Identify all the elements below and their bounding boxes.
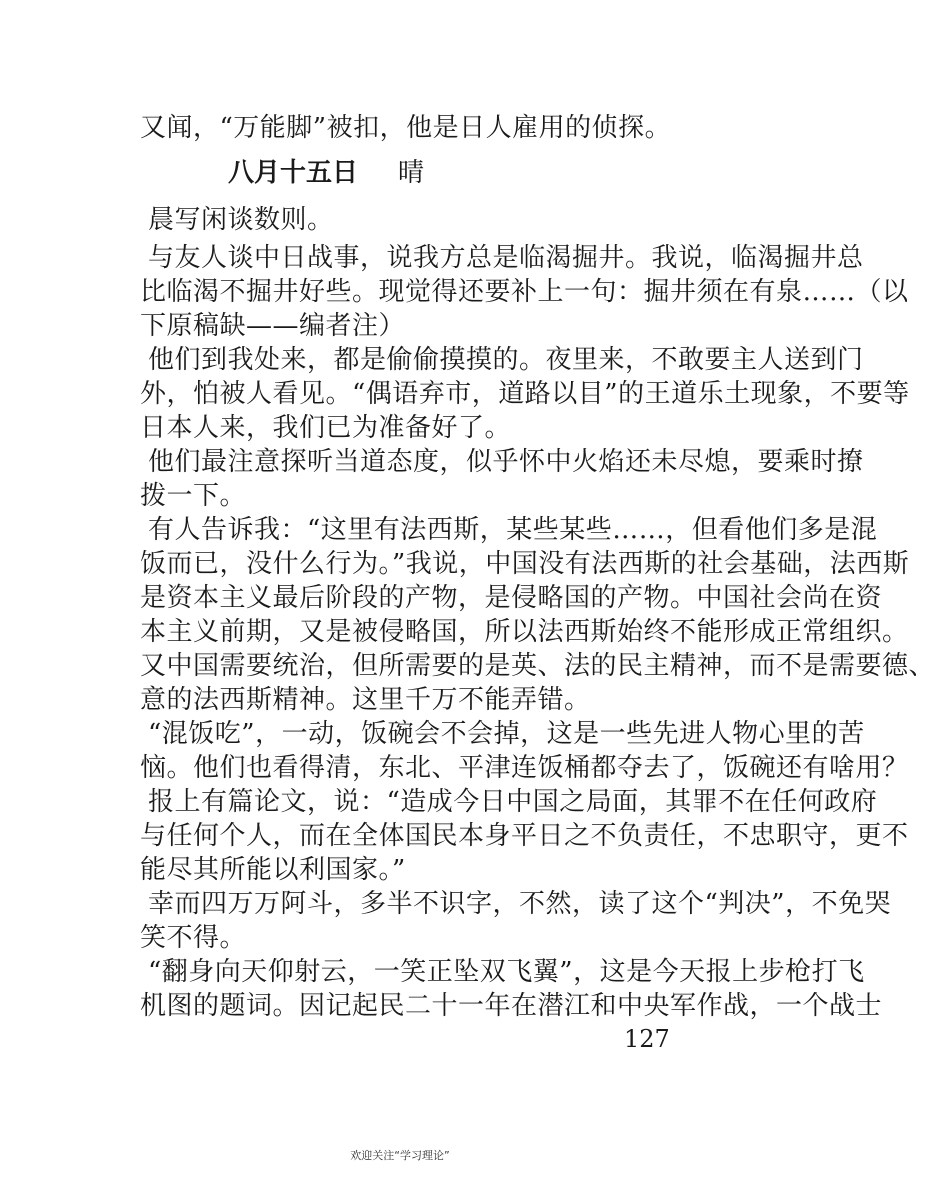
text-line: 机图的题词。因记起民二十一年在潜江和中央军作战，一个战士	[140, 991, 883, 1021]
text-line: 拨一下。	[140, 481, 247, 511]
text-line: 是资本主义最后阶段的产物，是侵略国的产物。中国社会尚在资	[140, 583, 883, 613]
text-line: 他们最注意探听当道态度，似乎怀中火焰还未尽熄，要乘时撩	[148, 447, 864, 477]
text-line: 报上有篇论文，说：“造成今日中国之局面，其罪不在任何政府	[148, 787, 878, 817]
text-line: 他们到我处来，都是偷偷摸摸的。夜里来，不敢要主人送到门	[148, 345, 864, 375]
text-line: 与任何个人，而在全体国民本身平日之不负责任，不忠职守，更不	[140, 821, 909, 851]
text-line: 笑不得。	[140, 923, 247, 953]
text-line: 晨写闲谈数则。	[148, 205, 334, 235]
text-line: 与友人谈中日战事，说我方总是临渴掘井。我说，临渴掘井总	[148, 243, 864, 273]
text-line: 又闻，“万能脚”被扣，他是日人雇用的侦探。	[140, 113, 672, 143]
diary-entry-heading	[228, 155, 424, 191]
text-line: 有人告诉我：“这里有法西斯，某些某些……，但看他们多是混	[148, 515, 878, 545]
text-line: 外，怕被人看见。“偶语弃市，道路以目”的王道乐土现象，不要等	[140, 379, 910, 409]
text-line: 日本人来，我们已为准备好了。	[140, 413, 512, 443]
text-line: 本主义前期，又是被侵略国，所以法西斯始终不能形成正常组织。	[140, 617, 909, 647]
entry-weather: 晴	[398, 158, 425, 188]
text-line: 幸而四万万阿斗，多半不识字，不然，读了这个“判决”，不免哭	[148, 889, 892, 919]
text-line: 意的法西斯精神。这里千万不能弄错。	[140, 685, 591, 715]
page-number: 127	[624, 1025, 670, 1053]
text-line: 又中国需要统治，但所需要的是英、法的民主精神，而不是需要德、	[140, 651, 935, 681]
text-line: 恼。他们也看得清，东北、平津连饭桶都夺去了，饭碗还有啥用？	[140, 753, 909, 783]
text-line: “翻身向天仰射云，一笑正坠双飞翼”，这是今天报上步枪打飞	[148, 957, 865, 987]
text-line: 比临渴不掘井好些。现觉得还要补上一句：掘井须在有泉……（以	[140, 277, 909, 307]
entry-date: 八月十五日	[228, 158, 359, 188]
text-line: “混饭吃”，一动，饭碗会不会掉，这是一些先进人物心里的苦	[148, 719, 865, 749]
text-line: 能尽其所能以利国家。”	[140, 855, 406, 885]
text-line: 下原稿缺——编者注）	[140, 311, 406, 341]
footer-watermark-text: 欢迎关注“学习理论”	[350, 1149, 450, 1162]
text-line: 饭而已，没什么行为。”我说，中国没有法西斯的社会基础，法西斯	[140, 549, 910, 579]
